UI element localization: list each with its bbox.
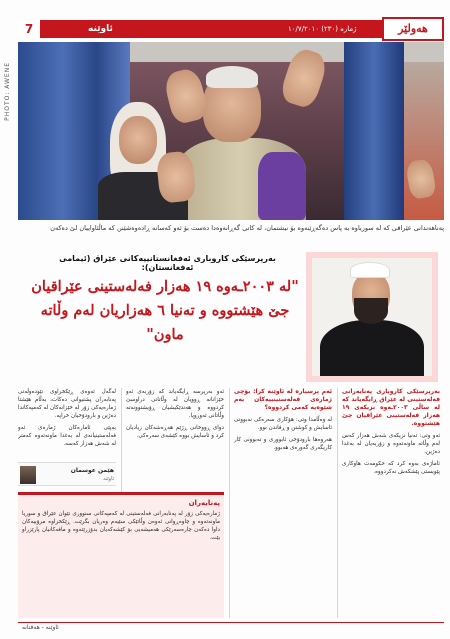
photo-credit: PHOTO: AWENE	[4, 62, 11, 121]
portrait-cap	[350, 262, 390, 278]
paragraph: هەروەها بارودۆخی ئابووری و نەبوونی کار کاریگەری گەورەی هەبوو.	[234, 437, 332, 451]
column-divider	[229, 388, 230, 618]
page-number: 7	[18, 20, 40, 38]
interviewee-portrait	[312, 258, 432, 376]
sidebar-box	[18, 492, 224, 618]
paragraph: ئەو بەرپرسە ڕایگەیاند کە زۆربەی ئەو خێزانانە ڕوویان لە وڵاتانی دراوسێ کردووە و هەندێکیشیان ڕۆیشتوونەتە وڵاتانی ئەوروپا.	[126, 389, 224, 419]
author-byline	[18, 462, 116, 486]
article-kicker: بەرپرسێکی کاروباری ئەفغانستانییەکانی عێراق (ئیمامی ئەفغانستان):	[59, 254, 276, 272]
sidebar-text: ژمارەیەکی زۆر لە پەنابەرانی فەلەستینی لە کەمپەکانی سنووری نێوان عێراق و سوریا ماونەتەوە و چاوەڕوانی ئەوەن وڵاتێکی سێیەم وەریان بگرێت. ڕێکخراوە مرۆییەکان داوا دەکەن چارەسەرێکی هەمیشەیی بۆ کێشەکەیان بدۆزرێتەوە و مافەکانیان پارێزراو بێت.	[22, 511, 220, 541]
photo-curtain-right	[344, 42, 404, 220]
question-paragraph: ئەم پرسیارە لە ئاوێنە کرا: بۆچی ژمارەی فەلەستینییەکان بەم شێوەیە کەمی کردووە؟	[234, 388, 332, 411]
page-footer	[18, 622, 444, 632]
issue-info: ژمارە (٢٣٠) ١٠/٧/٢٠١٠	[288, 25, 357, 33]
article-column-3	[234, 388, 332, 618]
photo-woman-face	[119, 116, 157, 164]
photo-caption: پەناهەندانی عێراقی کە لە سوریاوە بە پاس دەگەڕێنەوە بۆ نیشتمان، لە کاتی گەڕانەوەدا دەست بۆ ئەو کەسانە ڕادەوەشێنن کە ماڵئاواییان لێ دەکەن	[50, 224, 444, 232]
author-role: ئاوێنە	[103, 476, 114, 482]
paragraph: دوای ڕووخانی ڕژێم هەڕەشەکان زیادیان کرد و ئاسایش بووە کێشەی سەرەکی.	[126, 425, 224, 439]
portrait-beard	[354, 298, 388, 324]
lead-paragraph: بەرپرسێکی کاروباری پەنابەرانی فەلەستینی لە عێراق ڕایگەیاند کە لە ساڵی ٢٠٠٣ـەوە نزیکەی ١٩ هەزار فەلەستینی عێراقیان جێ هێشتووە.	[342, 388, 440, 427]
portrait-body	[320, 320, 424, 376]
photo-man-hair	[206, 66, 258, 88]
sidebar-title: پەنابەران	[188, 499, 220, 507]
author-avatar	[20, 466, 36, 484]
paragraph: لە وەڵامدا وتی: هۆکاری سەرەکی نەبوونی ئاسایش و کوشتن و ڕفاندن بوو.	[234, 417, 332, 431]
page-header	[18, 20, 444, 38]
column-divider	[337, 388, 338, 618]
paragraph: ئەو وتی: تەنیا نزیکەی شەش هەزار کەس لەم وڵاتە ماونەتەوە و زۆربەیان لە بەغدا دەژین.	[342, 433, 440, 455]
footer-text: ئاوێنە - هەفتانە	[22, 624, 59, 631]
brand-logo: هەولێر	[382, 17, 444, 41]
paragraph: لەگەڵ ئەوەی ڕێکخراوی نێودەوڵەتی پەنابەران پشتیوانی دەکات، بەڵام هێشتا ژمارەیەکی زۆر لە خێزانەکان لە کەمپەکاندا دەژین و بارودۆخیان خراپە.	[18, 389, 116, 419]
paragraph: ئاماژەی بەوە کرد کە حکومەت هاوکاری پێویستی پێشکەش نەکردووە.	[342, 461, 440, 475]
photo-bag	[258, 152, 306, 220]
section-label: ئاوێنە	[88, 24, 113, 34]
main-photo	[18, 42, 444, 220]
author-name: هێمن عوسمان	[70, 467, 114, 474]
paragraph: بەپێی ئامارەکان ژمارەی ئەو فەلەستینیانەی لە بەغدا ماونەتەوە کەمتر لە شەش هەزار کەسە.	[18, 425, 116, 447]
article-column-4	[342, 388, 440, 618]
article-headline: "لە ٢٠٠٣ـەوە ١٩ هەزار فەلەستینی عێراقیان جێ هێشتووە و تەنیا ٦ هەزاریان لەم وڵاتە ماون"	[31, 278, 299, 343]
